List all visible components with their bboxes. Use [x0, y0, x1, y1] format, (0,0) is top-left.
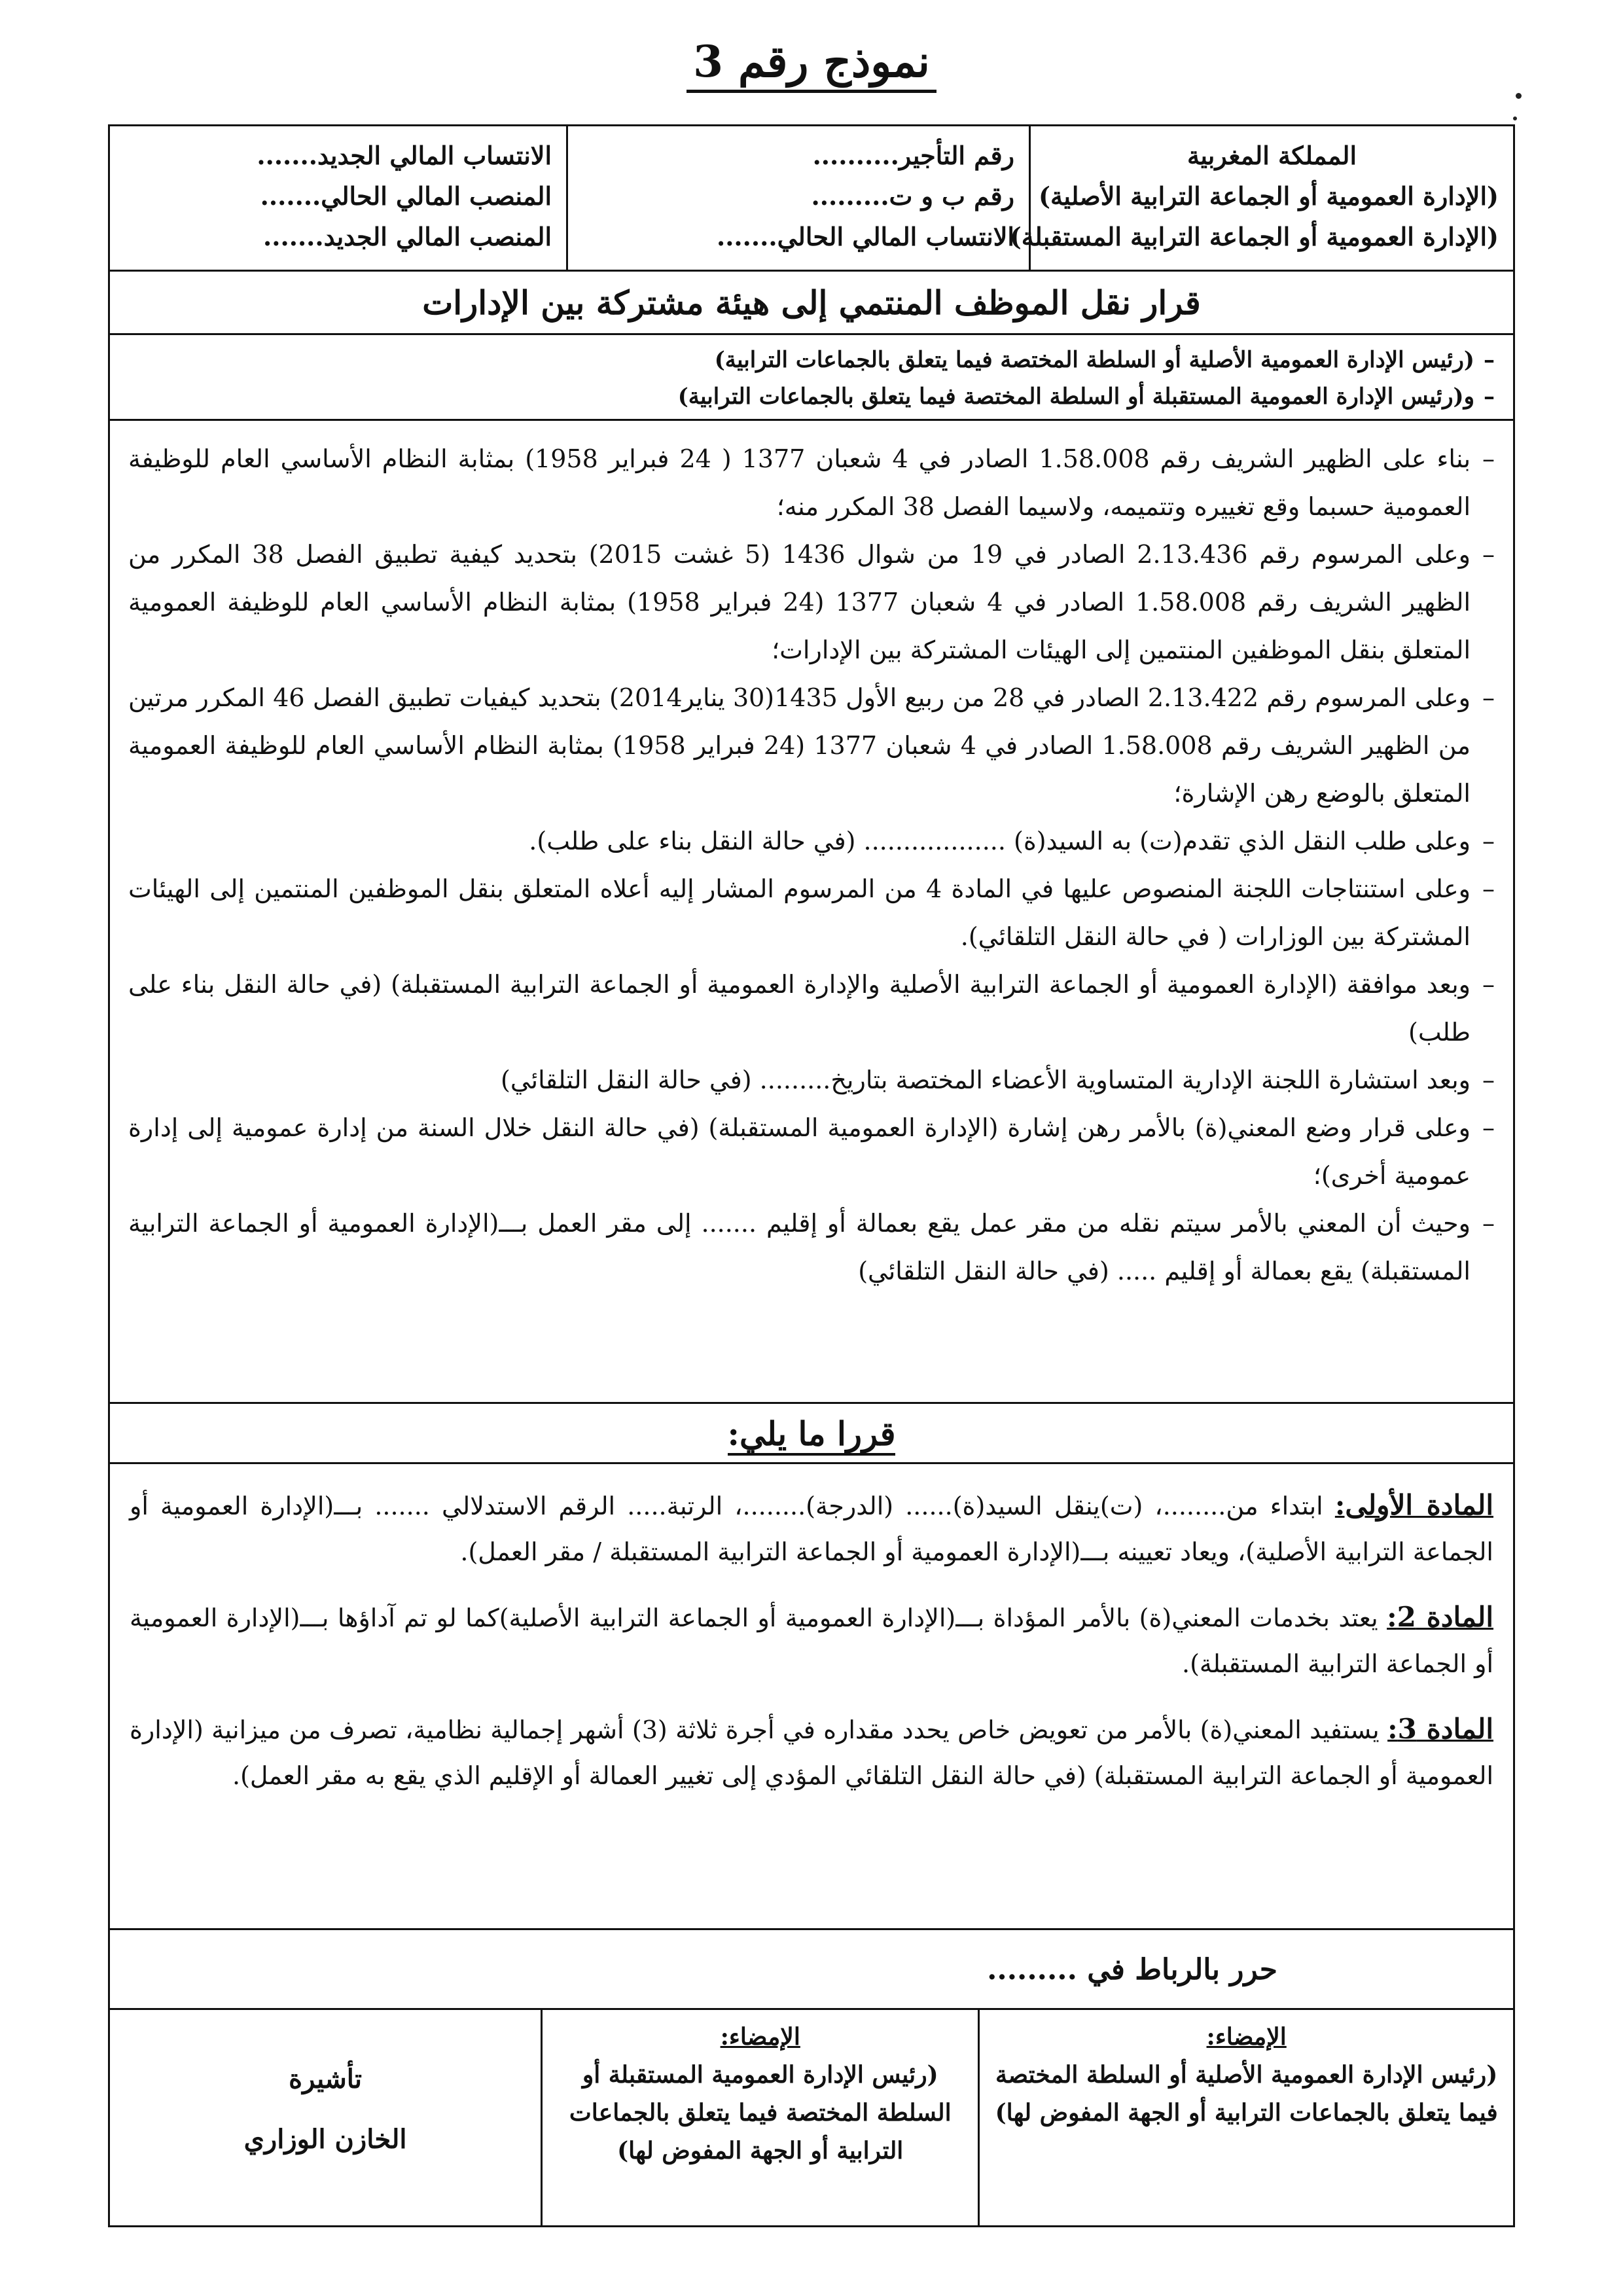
- clause-item: – وعلى طلب النقل الذي تقدم(ت) به السيد(ة) .................. (في حالة النقل بناء على طلب).: [128, 817, 1495, 865]
- article-text: يستفيد المعني(ة) بالأمر من تعويض خاص يحدد مقداره في أجرة ثلاثة (3) أشهر إجمالية نظامية، تصرف من ميزانية (الإدارة العمومية أو الجماعة الترابية المستقبلة) (في حالة النقل التلقائي المؤدي إلى تغيير العمالة أو الإقليم الذي يقع به مقر العمل).: [130, 1715, 1493, 1790]
- dash-bullet: –: [1482, 1066, 1495, 1094]
- new-budget-affiliation-field: الانتساب المالي الجديد.......: [257, 141, 552, 170]
- article-3: [130, 1706, 1493, 1799]
- visa-cell: [110, 2010, 541, 2225]
- signature-text: (رئيس الإدارة العمومية الأصلية أو السلطة المختصة فيما يتعلق بالجماعات الترابية أو الجهة المفوض لها): [995, 2061, 1498, 2126]
- dash-bullet: –: [1482, 1209, 1495, 1238]
- signatures-table: [108, 2008, 1515, 2227]
- signature-text: (رئيس الإدارة العمومية المستقبلة أو السلطة المختصة فيما يتعلق بالجماعات الترابية أو الجهة المفوض لها): [569, 2061, 952, 2164]
- clauses-block: [108, 419, 1515, 1404]
- dash-bullet: –: [1482, 970, 1495, 999]
- articles-block: [108, 1462, 1515, 1930]
- clause-item: – وبعد استشارة اللجنة الإدارية المتساوية الأعضاء المختصة بتاريخ......... (في حالة النقل التلقائي): [128, 1056, 1495, 1104]
- clause-item: – وعلى المرسوم رقم 2.13.422 الصادر في 28 من ربيع الأول 1435(30 يناير2014) بتحديد كيفيات تطبيق الفصل 46 المكرر مرتين من الظهير الشريف رقم 1.58.008 الصادر في 4 شعبان 1377 (24 فبراير 1958) بمثابة النظام الأساسي العام للوظيفة العمومية المتعلق بالوضع رهن الإشارة؛: [128, 674, 1495, 817]
- article-text: ابتداء من........، (ت)ينقل السيد(ة)...... (الدرجة)........، الرتبة..... الرقم الاستدلالي ....... بـــ(الإدارة العمومية أو الجماعة الترابية الأصلية)، ويعاد تعيينه بـــ(الإدارة العمومية أو الجماعة الترابية المستقبلة / مقر العمل).: [130, 1492, 1493, 1566]
- dash-bullet: –: [1482, 1113, 1495, 1142]
- origin-signature-cell: [978, 2010, 1513, 2225]
- clause-item: – وعلى المرسوم رقم 2.13.436 الصادر في 19 من شوال 1436 (5 غشت 2015) بتحديد كيفية تطبيق الفصل 38 المكرر من الظهير الشريف رقم 1.58.008 الصادر في 4 شعبان 1377 (24 فبراير 1958) بمثابة النظام الأساسي العام للوظيفة العمومية المتعلق بنقل الموظفين المنتمين إلى الهيئات المشتركة بين الإدارات؛: [128, 531, 1495, 674]
- budget-cell: [110, 126, 566, 270]
- dash-bullet: –: [1484, 384, 1495, 410]
- payroll-number-field: رقم التأجير..........: [812, 141, 1014, 170]
- identifiers-cell: [566, 126, 1029, 270]
- dash-bullet: –: [1482, 683, 1495, 712]
- current-budget-post-field: المنصب المالي الحالي.......: [260, 181, 552, 211]
- origin-admin-label: (الإدارة العمومية أو الجماعة الترابية الأصلية): [1039, 181, 1499, 211]
- administration-cell: [1009, 126, 1513, 270]
- article-label: المادة 2:: [1387, 1601, 1494, 1633]
- receiving-admin-label: (الإدارة العمومية أو الجماعة الترابية المستقبلة): [1009, 222, 1499, 251]
- clause-item: – بناء على الظهير الشريف رقم 1.58.008 الصادر في 4 شعبان 1377 ( 24 فبراير 1958) بمثابة النظام الأساسي العام للوظيفة العمومية حسبما وقع تغييره وتتميمه، ولاسيما الفصل 38 المكرر منه؛: [128, 435, 1495, 531]
- clause-item: – وحيث أن المعني بالأمر سيتم نقله من مقر عمل يقع بعمالة أو إقليم ....... إلى مقر العمل بـــ(الإدارة العمومية أو الجماعة الترابية المستقبلة) يقع بعمالة أو إقليم ..... (في حالة النقل التلقائي): [128, 1200, 1495, 1295]
- receiving-signature-cell: [541, 2010, 978, 2225]
- clause-item: – وعلى قرار وضع المعني(ة) بالأمر رهن إشارة (الإدارة العمومية المستقبلة) (في حالة النقل خلال السنة من إدارة عمومية إلى إدارة عمومية أخرى)؛: [128, 1104, 1495, 1200]
- visa-heading: تأشيرة: [289, 2064, 363, 2094]
- article-2: [130, 1594, 1493, 1687]
- current-budget-affiliation-field: الانتساب المالي الحالي.......: [716, 222, 1014, 251]
- article-1: [130, 1482, 1493, 1575]
- article-label: المادة 3:: [1387, 1713, 1493, 1745]
- resolved-heading: قررا ما يلي:: [108, 1402, 1515, 1464]
- article-label: المادة الأولى:: [1334, 1489, 1493, 1521]
- signature-heading: الإمضاء:: [1206, 2023, 1287, 2051]
- new-budget-post-field: المنصب المالي الجديد.......: [263, 222, 552, 251]
- dash-bullet: –: [1482, 540, 1495, 569]
- kingdom-label: المملكة المغربية: [1186, 141, 1357, 170]
- header-table: [108, 124, 1515, 272]
- dash-bullet: –: [1482, 444, 1495, 473]
- dash-bullet: –: [1484, 347, 1495, 373]
- signature-heading: الإمضاء:: [720, 2023, 800, 2051]
- cin-number-field: رقم ب و ت.........: [811, 181, 1014, 211]
- addressees-block: [108, 333, 1515, 421]
- addressee-line: – و(رئيس الإدارة العمومية المستقبلة أو السلطة المختصة فيما يتعلق بالجماعات الترابية): [128, 378, 1495, 415]
- scan-mark: [1516, 93, 1522, 99]
- visa-text: الخازن الوزاري: [243, 2124, 407, 2155]
- place-date: حرر بالرباط في .........: [108, 1928, 1515, 2010]
- dash-bullet: –: [1482, 874, 1495, 903]
- decision-title: قرار نقل الموظف المنتمي إلى هيئة مشتركة بين الإدارات: [108, 270, 1515, 335]
- dash-bullet: –: [1482, 827, 1495, 855]
- scan-mark: [1513, 117, 1517, 120]
- clause-item: – وعلى استنتاجات اللجنة المنصوص عليها في المادة 4 من المرسوم المشار إليه أعلاه المتعلق بنقل الموظفين المنتمين إلى الهيئات المشتركة بين الوزارات ( في حالة النقل التلقائي).: [128, 865, 1495, 961]
- article-text: يعتد بخدمات المعني(ة) بالأمر المؤداة بـــ(الإدارة العمومية أو الجماعة الترابية الأصلية)كما لو تم آداؤها بـــ(الإدارة العمومية أو الجماعة الترابية المستقبلة).: [130, 1604, 1493, 1678]
- form-title: نموذج رقم 3: [0, 36, 1623, 87]
- clause-item: – وبعد موافقة (الإدارة العمومية أو الجماعة الترابية الأصلية والإدارة العمومية أو الجماعة الترابية المستقبلة) (في حالة النقل بناء على طلب): [128, 961, 1495, 1056]
- addressee-line: – (رئيس الإدارة العمومية الأصلية أو السلطة المختصة فيما يتعلق بالجماعات الترابية): [128, 342, 1495, 378]
